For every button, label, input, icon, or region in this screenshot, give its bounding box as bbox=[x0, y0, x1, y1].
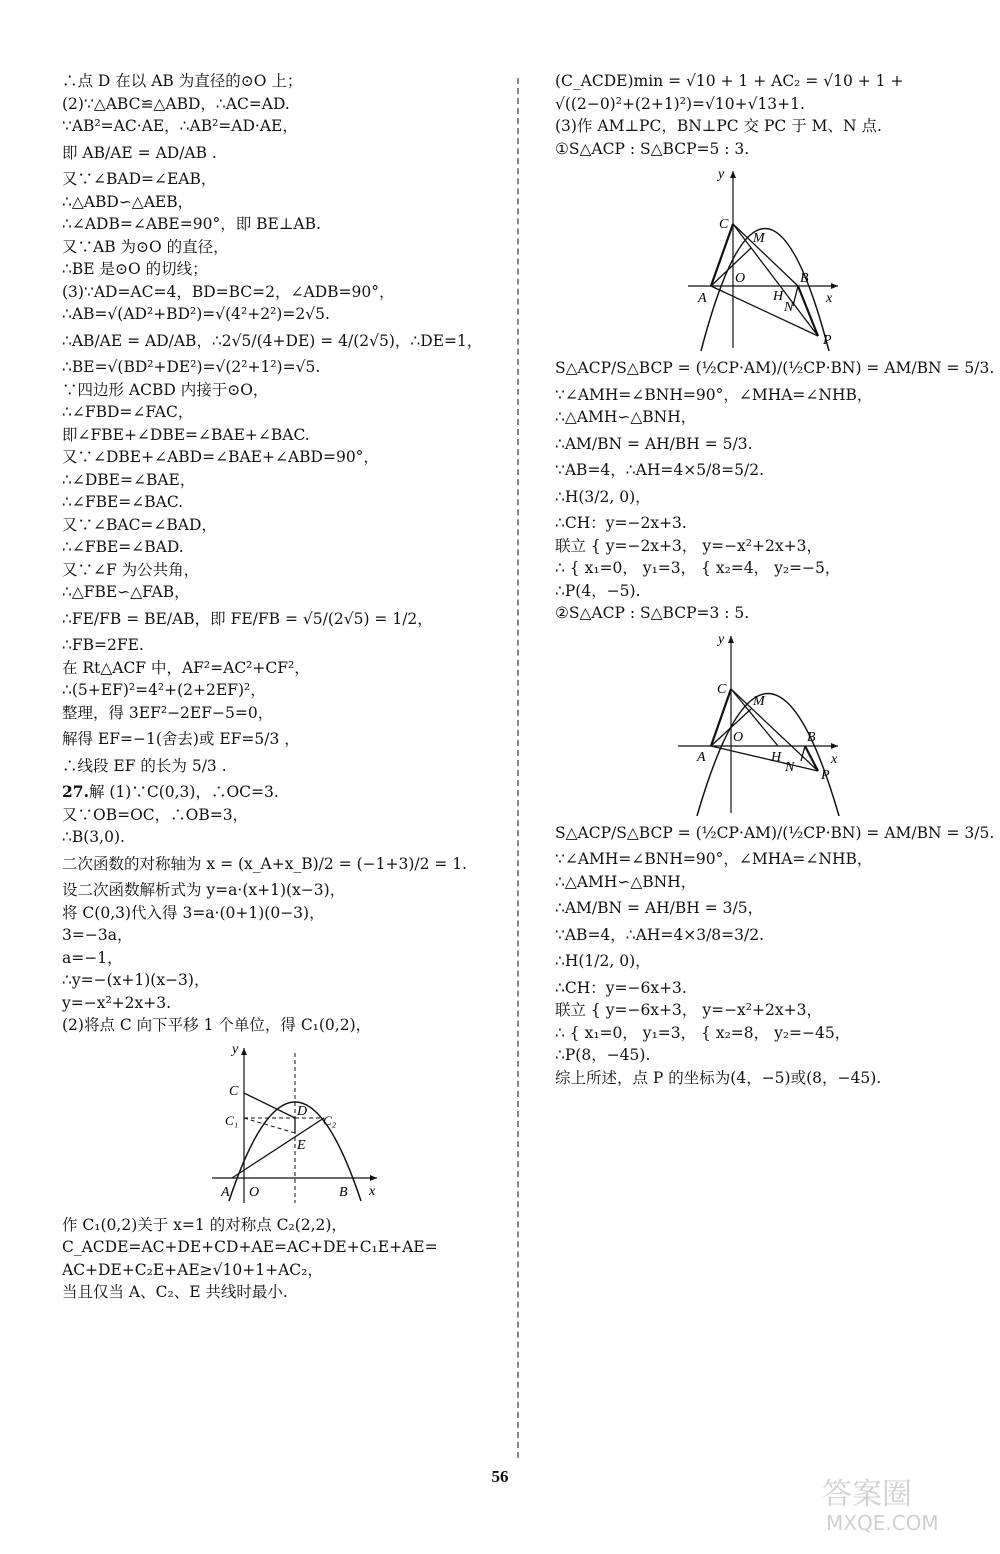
solution-line: √((2−0)²+(2+1)²)=√10+√13+1. bbox=[555, 94, 805, 113]
svg-text:答案圈: 答案圈 bbox=[822, 1477, 912, 1512]
point-label-N: N bbox=[785, 759, 795, 775]
problem-27-heading bbox=[62, 781, 507, 804]
point-label-A: A bbox=[698, 291, 707, 306]
solution-line: ∴H(1/2, 0)， bbox=[555, 952, 651, 970]
axis-label-y: y bbox=[718, 631, 725, 647]
point-label-A: A bbox=[697, 749, 706, 765]
solution-line: (3)∵AD=AC=4，BD=BC=2，∠ADB=90°， bbox=[62, 282, 395, 301]
solution-line: 即 AB/AE = AD/AB . bbox=[62, 143, 217, 162]
solution-line: ∴CH：y=−2x+3. bbox=[555, 514, 687, 532]
solution-line: 二次函数的对称轴为 x = (x_A+x_B)/2 = (−1+3)/2 = 1. bbox=[62, 854, 468, 873]
solution-line: 即∠FBE+∠DBE=∠BAE+∠BAC. bbox=[62, 425, 310, 444]
solution-line: ∴ { x₁=0， y₁=3， { x₂=8， y₂=−45， bbox=[555, 1023, 851, 1042]
solution-line: (C_ACDE)min = √10 + 1 + AC₂ = √10 + 1 + bbox=[555, 72, 904, 90]
solution-line: ∴∠DBE=∠BAE， bbox=[62, 470, 196, 489]
solution-line: 又∵∠DBE+∠ABD=∠BAE+∠ABD=90°， bbox=[62, 448, 379, 466]
axis-label-x: x bbox=[831, 751, 838, 767]
solution-line: 又∵∠BAC=∠BAD， bbox=[62, 515, 217, 534]
solution-line: 当且仅当 A、C₂、E 共线时最小. bbox=[62, 1283, 288, 1301]
solution-line: 设二次函数解析式为 y=a·(x+1)(x−3)， bbox=[62, 881, 346, 899]
solution-line: ∴AB=√(AD²+BD²)=√(4²+2²)=2√5. bbox=[62, 305, 330, 323]
solution-line: 作 C₁(0,2)关于 x=1 的对称点 C₂(2,2)， bbox=[62, 1215, 347, 1234]
point-label-C2: C₂ bbox=[323, 1112, 337, 1128]
solution-line: ∴∠ADB=∠ABE=90°，即 BE⊥AB. bbox=[62, 215, 321, 233]
point-label-B: B bbox=[800, 271, 809, 286]
solution-part-27-3-case-1 bbox=[555, 357, 995, 625]
solution-line: ∵∠AMH=∠BNH=90°，∠MHA=∠NHB， bbox=[555, 850, 873, 868]
solution-line: ∴△AMH∽△BNH， bbox=[555, 408, 697, 426]
axis-label-x: x bbox=[369, 1183, 376, 1199]
solution-line: 综上所述，点 P 的坐标为(4，−5)或(8，−45). bbox=[555, 1068, 882, 1087]
point-label-C: C bbox=[229, 1083, 239, 1099]
point-label-P: P bbox=[821, 767, 830, 783]
solution-line: 又∵∠BAD=∠EAB， bbox=[62, 170, 217, 188]
left-column bbox=[62, 70, 507, 1304]
solution-line: 联立 { y=−2x+3， y=−x²+2x+3， bbox=[555, 536, 822, 555]
column-divider bbox=[517, 78, 519, 1458]
solution-line: S△ACP/S△BCP = (½CP·AM)/(½CP·BN) = AM/BN = 3/5. bbox=[555, 823, 995, 842]
solution-line: AC+DE+C₂E+AE≥√10+1+AC₂， bbox=[62, 1260, 323, 1279]
parabola-figure-case-2 bbox=[673, 631, 843, 816]
point-label-M: M bbox=[753, 693, 765, 709]
solution-line: 解得 EF=−1(舍去)或 EF=5/3 ， bbox=[62, 730, 300, 748]
solution-line: 在 Rt△ACF 中，AF²=AC²+CF²， bbox=[62, 658, 310, 677]
solution-line: 3=−3a， bbox=[62, 926, 133, 944]
solution-line: ∴∠FBE=∠BAD. bbox=[62, 538, 184, 556]
solution-line: (3)作 AM⊥PC，BN⊥PC 交 PC 于 M、N 点. bbox=[555, 117, 882, 135]
solution-part-27-1 bbox=[62, 804, 507, 1037]
point-label-H: H bbox=[771, 749, 782, 765]
point-label-D: D bbox=[297, 1103, 308, 1119]
solution-line: ∵四边形 ACBD 内接于⊙O， bbox=[62, 380, 269, 399]
solution-line: S△ACP/S△BCP = (½CP·AM)/(½CP·BN) = AM/BN = 5/3. bbox=[555, 359, 995, 377]
solution-line: ∴H(3/2, 0)， bbox=[555, 487, 651, 506]
solution-line: (2)将点 C 向下平移 1 个单位，得 C₁(0,2)， bbox=[62, 1016, 372, 1034]
parabola-figure-part-2 bbox=[207, 1043, 382, 1208]
solution-line: ∴AM/BN = AH/BH = 5/3. bbox=[555, 434, 753, 453]
solution-line: ∵AB²=AC·AE，∴AB²=AD·AE， bbox=[62, 117, 298, 135]
point-label-H: H bbox=[773, 289, 784, 304]
solution-line: ∴点 D 在以 AB 为直径的⊙O 上； bbox=[62, 72, 303, 90]
solution-line: ∴BE=√(BD²+DE²)=√(2²+1²)=√5. bbox=[62, 358, 321, 376]
point-label-C: C bbox=[717, 681, 727, 697]
point-label-N: N bbox=[784, 300, 794, 315]
solution-line: ∴BE 是⊙O 的切线； bbox=[62, 260, 208, 278]
solution-line: ∴AB/AE = AD/AB，∴2√5/(4+DE) = 4/(2√5)，∴DE=1， bbox=[62, 331, 483, 350]
solution-line: ∴P(8，−45). bbox=[555, 1046, 651, 1064]
solution-part-26 bbox=[62, 70, 507, 777]
solution-line: (2)∵△ABC≌△ABD，∴AC=AD. bbox=[62, 94, 290, 113]
solution-line: ∴FB=2FE. bbox=[62, 636, 144, 654]
solution-line: ∵∠AMH=∠BNH=90°，∠MHA=∠NHB， bbox=[555, 385, 873, 404]
svg-text:MXQE.COM: MXQE.COM bbox=[826, 1511, 939, 1535]
right-column bbox=[555, 70, 995, 1089]
solution-line: ②S△ACP : S△BCP=3 : 5. bbox=[555, 604, 750, 622]
solution-line: ∴△FBE∽△FAB， bbox=[62, 583, 190, 601]
solution-line: C_ACDE=AC+DE+CD+AE=AC+DE+C₁E+AE= bbox=[62, 1238, 438, 1256]
axis-label-x: x bbox=[826, 291, 833, 306]
solution-line: ∴AM/BN = AH/BH = 3/5， bbox=[555, 899, 764, 917]
solution-line: 又∵AB 为⊙O 的直径， bbox=[62, 237, 229, 256]
point-label-E: E bbox=[297, 1137, 306, 1153]
solution-line: ∴FE/FB = BE/AB，即 FE/FB = √5/(2√5) = 1/2， bbox=[62, 609, 433, 628]
solution-line: ∴线段 EF 的长为 5/3 . bbox=[62, 756, 227, 775]
problem-27-first-line: 解 (1)∵C(0,3)，∴OC=3. bbox=[88, 783, 279, 801]
solution-part-27-3-case-2 bbox=[555, 822, 995, 1090]
watermark-logo bbox=[812, 1466, 982, 1536]
point-label-O: O bbox=[733, 729, 744, 745]
point-label-P: P bbox=[823, 333, 832, 348]
point-label-M: M bbox=[753, 231, 765, 246]
solution-part-27-3-intro bbox=[555, 70, 975, 160]
point-label-A: A bbox=[221, 1184, 230, 1200]
solution-line: ∵AB=4，∴AH=4×5/8=5/2. bbox=[555, 461, 765, 479]
solution-line: 又∵OB=OC，∴OB=3， bbox=[62, 805, 249, 824]
solution-line: ∴y=−(x+1)(x−3)， bbox=[62, 971, 210, 989]
solution-line: ∴B(3,0). bbox=[62, 828, 125, 846]
solution-line: ∴∠FBE=∠BAC. bbox=[62, 493, 184, 511]
solution-line: ∴P(4，−5). bbox=[555, 581, 641, 600]
solution-line: a=−1， bbox=[62, 948, 123, 967]
axis-label-y: y bbox=[718, 167, 725, 182]
axis-label-y: y bbox=[232, 1042, 239, 1057]
solution-line: y=−x²+2x+3. bbox=[62, 993, 172, 1012]
point-label-B: B bbox=[339, 1184, 348, 1200]
solution-line: 联立 { y=−6x+3， y=−x²+2x+3， bbox=[555, 1001, 822, 1019]
solution-line: ∵AB=4，∴AH=4×3/8=3/2. bbox=[555, 925, 765, 944]
solution-line: ①S△ACP : S△BCP=5 : 3. bbox=[555, 139, 750, 158]
point-label-O: O bbox=[249, 1184, 260, 1200]
solution-line: ∴ { x₁=0， y₁=3， { x₂=4， y₂=−5， bbox=[555, 559, 841, 577]
point-label-C: C bbox=[719, 217, 729, 232]
point-label-O: O bbox=[735, 271, 746, 286]
point-label-C1: C₁ bbox=[225, 1112, 239, 1128]
solution-line: ∴∠FBD=∠FAC， bbox=[62, 403, 194, 421]
point-label-B: B bbox=[807, 729, 816, 745]
solution-line: 将 C(0,3)代入得 3=a·(0+1)(0−3)， bbox=[62, 903, 325, 922]
problem-number: 27. bbox=[62, 782, 89, 801]
solution-line: ∴△ABD∽△AEB， bbox=[62, 192, 194, 211]
solution-line: 又∵∠F 为公共角， bbox=[62, 560, 200, 579]
solution-line: ∴(5+EF)²=4²+(2+2EF)²， bbox=[62, 681, 266, 699]
parabola-figure-case-1 bbox=[683, 166, 843, 351]
solution-line: ∴CH：y=−6x+3. bbox=[555, 978, 687, 997]
solution-line: 整理，得 3EF²−2EF−5=0， bbox=[62, 703, 274, 722]
solution-part-27-2 bbox=[62, 1214, 507, 1304]
page-number: 56 bbox=[491, 1467, 509, 1486]
solution-line: ∴△AMH∽△BNH， bbox=[555, 872, 697, 891]
